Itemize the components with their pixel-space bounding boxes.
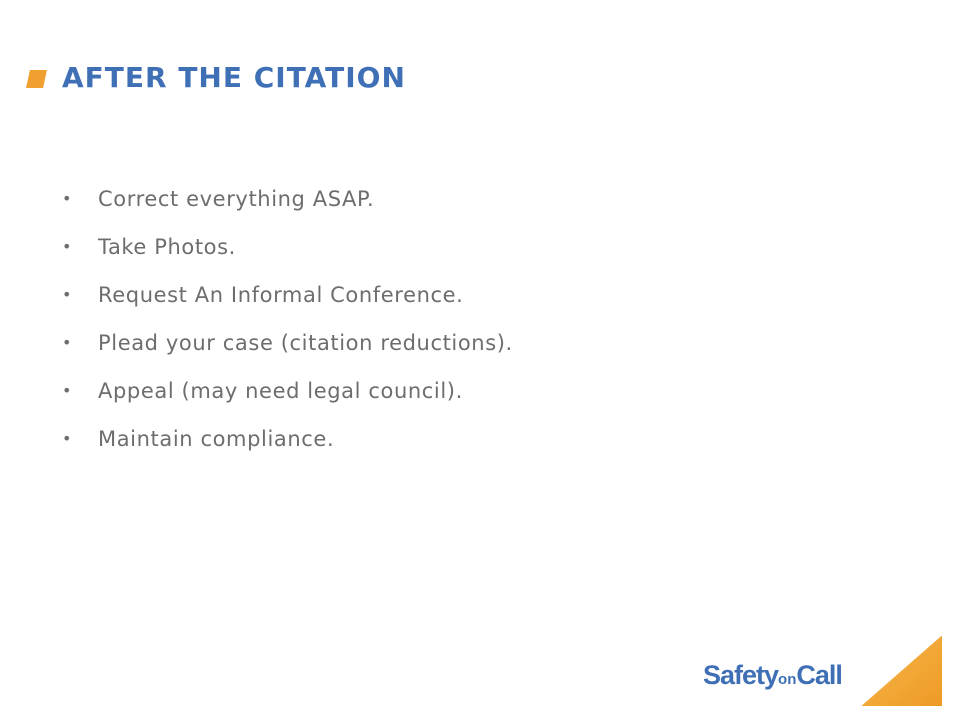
bullet-item <box>62 229 513 277</box>
safety-on-call-logo <box>703 660 842 691</box>
bullet-dot-icon: • <box>62 237 72 256</box>
bullet-text: Plead your case (citation reductions). <box>98 331 513 355</box>
bullet-dot-icon: • <box>62 285 72 304</box>
bullet-item <box>62 181 513 229</box>
title-marker-icon <box>26 70 47 88</box>
bullet-list <box>62 181 513 469</box>
bullet-text: Maintain compliance. <box>98 427 335 451</box>
bullet-dot-icon: • <box>62 429 72 448</box>
bullet-item <box>62 277 513 325</box>
logo-text-on: on <box>778 671 797 688</box>
bullet-text: Correct everything ASAP. <box>98 187 375 211</box>
bullet-dot-icon: • <box>62 189 72 208</box>
bullet-text: Take Photos. <box>98 235 236 259</box>
bullet-dot-icon: • <box>62 381 72 400</box>
bullet-item <box>62 373 513 421</box>
bullet-text: Request An Informal Conference. <box>98 283 464 307</box>
bullet-dot-icon: • <box>62 333 72 352</box>
logo-text-safety: Safety <box>703 660 779 690</box>
orange-triangle-icon <box>862 636 942 706</box>
logo-text-call: Call <box>796 660 842 690</box>
bullet-text: Appeal (may need legal council). <box>98 379 463 403</box>
bullet-item <box>62 325 513 373</box>
bullet-item <box>62 421 513 469</box>
slide-title: AFTER THE CITATION <box>62 61 406 94</box>
